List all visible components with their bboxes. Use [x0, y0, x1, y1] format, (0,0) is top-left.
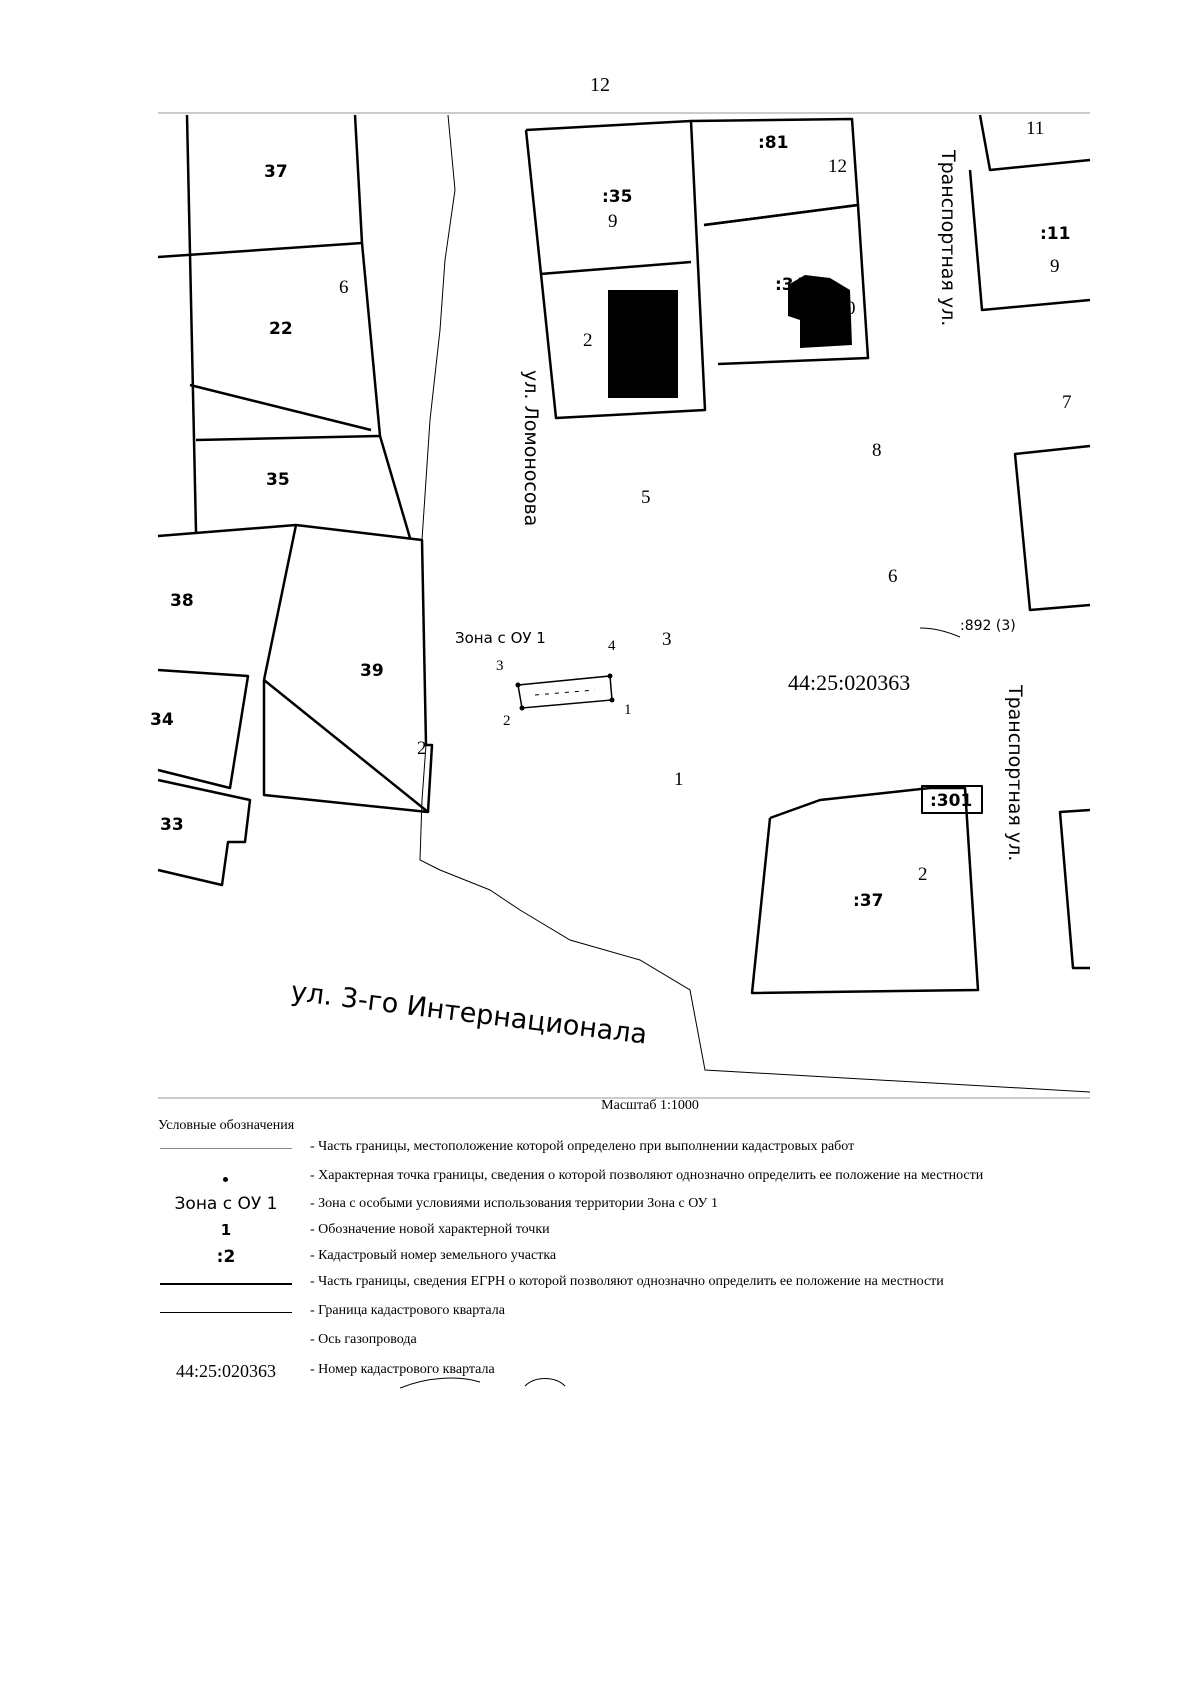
map-number: 8 [872, 440, 882, 461]
legend-description: - Ось газопровода [310, 1332, 417, 1347]
parcel-label: :301 [930, 791, 973, 811]
legend-symbol-cadastral-number: :2 [216, 1247, 236, 1267]
legend-item [158, 1358, 1098, 1384]
page-number: 12 [590, 74, 610, 96]
legend-description: - Граница кадастрового квартала [310, 1303, 505, 1318]
zone-point-number: 1 [624, 702, 632, 718]
parcel-label: 37 [264, 162, 288, 182]
legend-item [158, 1218, 1098, 1244]
parcel-label-892: :892 (3) [960, 618, 1016, 634]
zone-label: Зона с ОУ 1 [455, 629, 546, 647]
parcel-label: :11 [1040, 224, 1071, 244]
parcel-label: 39 [360, 661, 384, 681]
legend-description: - Часть границы, сведения ЕГРН о которой позволяют однозначно определить ее положение на местности [310, 1274, 944, 1289]
legend-symbol-gas-pipe [158, 1328, 294, 1354]
legend-symbol-quarter-boundary [158, 1299, 294, 1325]
legend-description: - Характерная точка границы, сведения о которой позволяют однозначно определить ее положение на местности [310, 1168, 984, 1183]
map-number: 9 [1050, 256, 1060, 277]
legend-symbol-point [158, 1164, 294, 1190]
map-number: 2 [918, 864, 928, 885]
legend-description: - Кадастровый номер земельного участка [310, 1248, 557, 1263]
street-transportnaya-top: Транспортная ул. [937, 150, 959, 327]
map-scale: Масштаб 1:1000 [601, 1098, 699, 1113]
parcel-label: 22 [269, 319, 293, 339]
map-number: 5 [641, 487, 651, 508]
map-number: 6 [888, 566, 898, 587]
zone-point-number: 2 [503, 713, 511, 729]
legend-symbol-egrn-boundary [158, 1270, 294, 1296]
parcel-label: 35 [266, 470, 290, 490]
parcel-label: :37 [853, 891, 884, 911]
legend-symbol-zone: Зона с ОУ 1 [174, 1194, 278, 1214]
map-number: 2 [417, 738, 427, 759]
map-number: 0 [846, 298, 856, 319]
map-number: 7 [1062, 392, 1072, 413]
legend-description: - Обозначение новой характерной точки [310, 1222, 550, 1237]
legend-item [158, 1135, 1098, 1161]
parcel-label: 34 [150, 710, 174, 730]
legend-symbol-point-number: 1 [220, 1221, 232, 1239]
legend-item [158, 1244, 1098, 1270]
parcel-label: :35 [602, 187, 633, 207]
legend-title: Условные обозначения [158, 1118, 295, 1133]
legend-description: - Часть границы, местоположение которой определено при выполнении кадастровых работ [310, 1139, 855, 1154]
map-number: 11 [1026, 118, 1045, 139]
legend-item [158, 1164, 1098, 1190]
legend-symbol-quarter-number: 44:25:020363 [175, 1361, 276, 1381]
building-label: 57 [639, 343, 670, 372]
legend-description: - Зона с особыми условиями использования территории Зона с ОУ 1 [310, 1196, 718, 1211]
building-57 [608, 290, 678, 398]
street-lomonosova: ул. Ломоносова [520, 370, 542, 527]
street-transportnaya-bottom: Транспортная ул. [1004, 685, 1026, 862]
map-number: 2 [583, 330, 593, 351]
parcel-label: 33 [160, 815, 184, 835]
legend-item [158, 1192, 1098, 1218]
legend-item [158, 1270, 1098, 1296]
building-label: 48 [809, 314, 838, 346]
zone-point-number: 4 [608, 638, 616, 654]
legend-description: - Номер кадастрового квартала [310, 1362, 495, 1377]
legend-item [158, 1299, 1098, 1325]
gas-pipe-lines [420, 115, 1090, 1092]
gas-pipe-fragment [400, 1374, 580, 1394]
parcel-label: :34 [775, 275, 806, 295]
map-number: 1 [674, 769, 684, 790]
parcel-label: :81 [758, 133, 789, 153]
map-number: 12 [828, 156, 847, 177]
map-number: 9 [608, 211, 618, 232]
legend-item [158, 1328, 1098, 1354]
quarter-number: 44:25:020363 [788, 670, 911, 695]
street-internatsionala: ул. 3-го Интернационала [289, 976, 649, 1051]
zone-point-number: 3 [496, 658, 504, 674]
map-number: 6 [339, 277, 349, 298]
zone-ou1 [518, 676, 612, 708]
map-number: 3 [662, 629, 672, 650]
legend-symbol-new-boundary [158, 1135, 294, 1161]
parcel-label: 38 [170, 591, 194, 611]
